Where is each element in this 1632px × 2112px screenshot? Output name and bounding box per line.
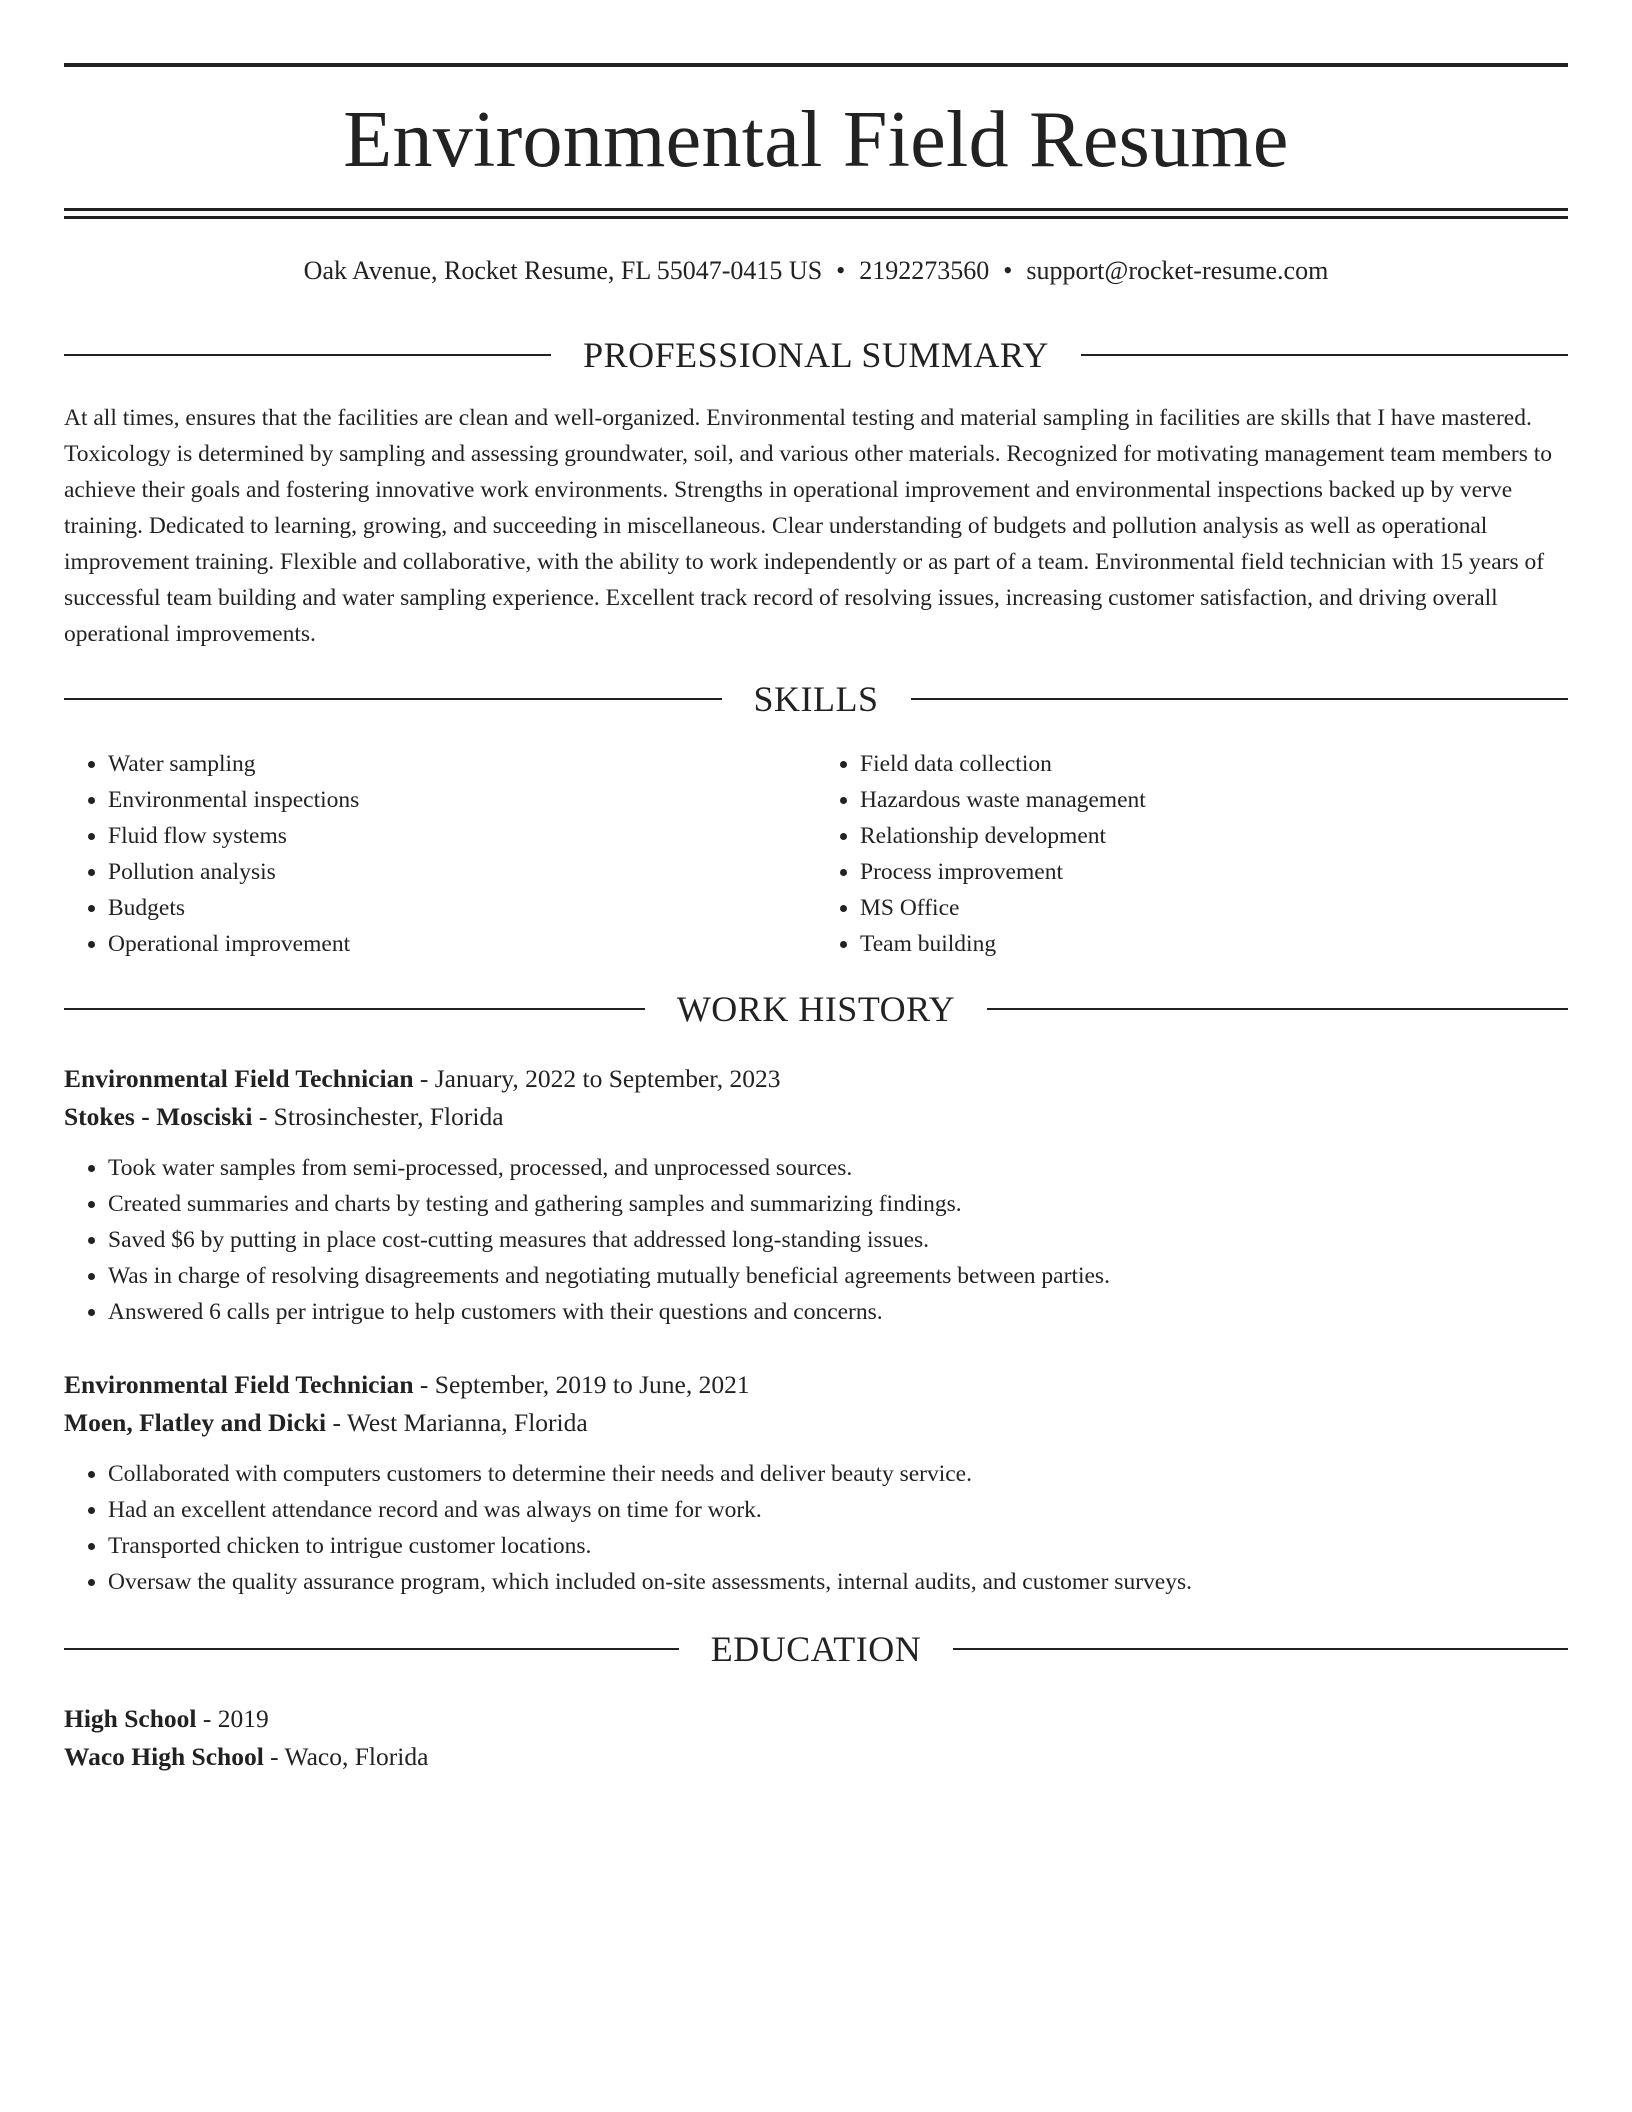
skill-item: • MS Office bbox=[860, 890, 1568, 926]
job-company-line bbox=[64, 1404, 1568, 1442]
section-title: WORK HISTORY bbox=[676, 989, 956, 1029]
education-school: Waco High School bbox=[64, 1742, 264, 1771]
job-bullet: • Took water samples from semi-processed, processed, and unprocessed sources. bbox=[108, 1150, 1568, 1186]
work-entry bbox=[64, 1060, 1568, 1330]
job-bullet: • Collaborated with computers customers to determine their needs and deliver beauty service. bbox=[108, 1456, 1568, 1492]
heading-rule bbox=[64, 1648, 679, 1650]
section-title: EDUCATION bbox=[710, 1629, 922, 1669]
education-degree: High School bbox=[64, 1704, 197, 1733]
resume-title: Environmental Field Resume bbox=[343, 96, 1289, 184]
job-bullets bbox=[64, 1456, 1568, 1600]
top-rule bbox=[64, 63, 1568, 67]
job-dates: - January, 2022 to September, 2023 bbox=[413, 1064, 781, 1093]
job-bullets bbox=[64, 1150, 1568, 1330]
education-year: - 2019 bbox=[196, 1704, 269, 1733]
job-bullet: • Was in charge of resolving disagreements and negotiating mutually beneficial agreements between parties. bbox=[108, 1258, 1568, 1294]
contact-phone: 2192273560 bbox=[859, 256, 990, 285]
job-company: Stokes - Mosciski bbox=[64, 1102, 253, 1131]
skill-item: • Field data collection bbox=[860, 746, 1568, 782]
skill-item: • Operational improvement bbox=[108, 926, 816, 962]
job-title: Environmental Field Technician bbox=[64, 1370, 414, 1399]
skill-item: • Budgets bbox=[108, 890, 816, 926]
education-degree-line bbox=[64, 1700, 1568, 1738]
section-title: SKILLS bbox=[753, 679, 879, 719]
section-title: PROFESSIONAL SUMMARY bbox=[583, 335, 1049, 375]
skill-item: • Team building bbox=[860, 926, 1568, 962]
heading-rule bbox=[64, 698, 722, 700]
skill-item: • Environmental inspections bbox=[108, 782, 816, 818]
skill-item: • Pollution analysis bbox=[108, 854, 816, 890]
contact-email: support@rocket-resume.com bbox=[1026, 256, 1329, 285]
section-heading-work bbox=[64, 986, 1568, 1032]
heading-rule bbox=[64, 354, 551, 356]
contact-separator: • bbox=[836, 256, 846, 285]
heading-rule bbox=[987, 1008, 1568, 1010]
job-location: - West Marianna, Florida bbox=[326, 1408, 588, 1437]
heading-rule bbox=[64, 1008, 645, 1010]
job-bullet: • Created summaries and charts by testing and gathering samples and summarizing findings. bbox=[108, 1186, 1568, 1222]
job-dates: - September, 2019 to June, 2021 bbox=[413, 1370, 750, 1399]
job-bullet: • Had an excellent attendance record and was always on time for work. bbox=[108, 1492, 1568, 1528]
education-school-line bbox=[64, 1738, 1568, 1776]
work-entry bbox=[64, 1366, 1568, 1600]
skills-list bbox=[64, 746, 1568, 962]
skill-item: • Hazardous waste management bbox=[860, 782, 1568, 818]
education-location: - Waco, Florida bbox=[263, 1742, 429, 1771]
job-company-line bbox=[64, 1098, 1568, 1136]
heading-rule bbox=[911, 698, 1569, 700]
education-entry bbox=[64, 1700, 1568, 1776]
skill-item: • Fluid flow systems bbox=[108, 818, 816, 854]
job-title-line bbox=[64, 1060, 1568, 1098]
heading-rule bbox=[1081, 354, 1568, 356]
heading-rule bbox=[953, 1648, 1568, 1650]
job-bullet: • Oversaw the quality assurance program, which included on-site assessments, internal audits, and customer surveys. bbox=[108, 1564, 1568, 1600]
section-heading-summary bbox=[64, 332, 1568, 378]
skill-item: • Process improvement bbox=[860, 854, 1568, 890]
job-title-line bbox=[64, 1366, 1568, 1404]
title-double-rule bbox=[64, 208, 1568, 219]
summary-text: At all times, ensures that the facilities are clean and well-organized. Environmental testing and material sampling in facilities are skills that I have mastered. Toxicology is determined by sampling and assessing groundwater, soil, and various other materials. Recognized for motivating management team members to achieve their goals and fostering innovative work environments. Strengths in operational improvement and environmental inspections backed up by verve training. Dedicated to learning, growing, and succeeding in miscellaneous. Clear understanding of budgets and pollution analysis as well as operational improvement training. Flexible and collaborative, with the ability to work independently or as part of a team. Environmental field technician with 15 years of successful team building and water sampling experience. Excellent track record of resolving issues, increasing customer satisfaction, and driving overall operational improvements. bbox=[64, 405, 1552, 647]
skills-column-right bbox=[816, 746, 1568, 962]
job-bullet: • Answered 6 calls per intrigue to help customers with their questions and concerns. bbox=[108, 1294, 1568, 1330]
job-bullet: • Transported chicken to intrigue customer locations. bbox=[108, 1528, 1568, 1564]
skill-item: • Relationship development bbox=[860, 818, 1568, 854]
job-bullet: • Saved $6 by putting in place cost-cutting measures that addressed long-standing issues. bbox=[108, 1222, 1568, 1258]
job-location: - Strosinchester, Florida bbox=[252, 1102, 504, 1131]
contact-address: Oak Avenue, Rocket Resume, FL 55047-0415 US bbox=[303, 256, 823, 285]
contact-separator: • bbox=[1003, 256, 1013, 285]
skill-item: • Water sampling bbox=[108, 746, 816, 782]
skills-column-left bbox=[64, 746, 816, 962]
section-heading-education bbox=[64, 1626, 1568, 1672]
contact-line bbox=[64, 254, 1568, 288]
job-title: Environmental Field Technician bbox=[64, 1064, 414, 1093]
job-company: Moen, Flatley and Dicki bbox=[64, 1408, 327, 1437]
section-heading-skills bbox=[64, 676, 1568, 722]
